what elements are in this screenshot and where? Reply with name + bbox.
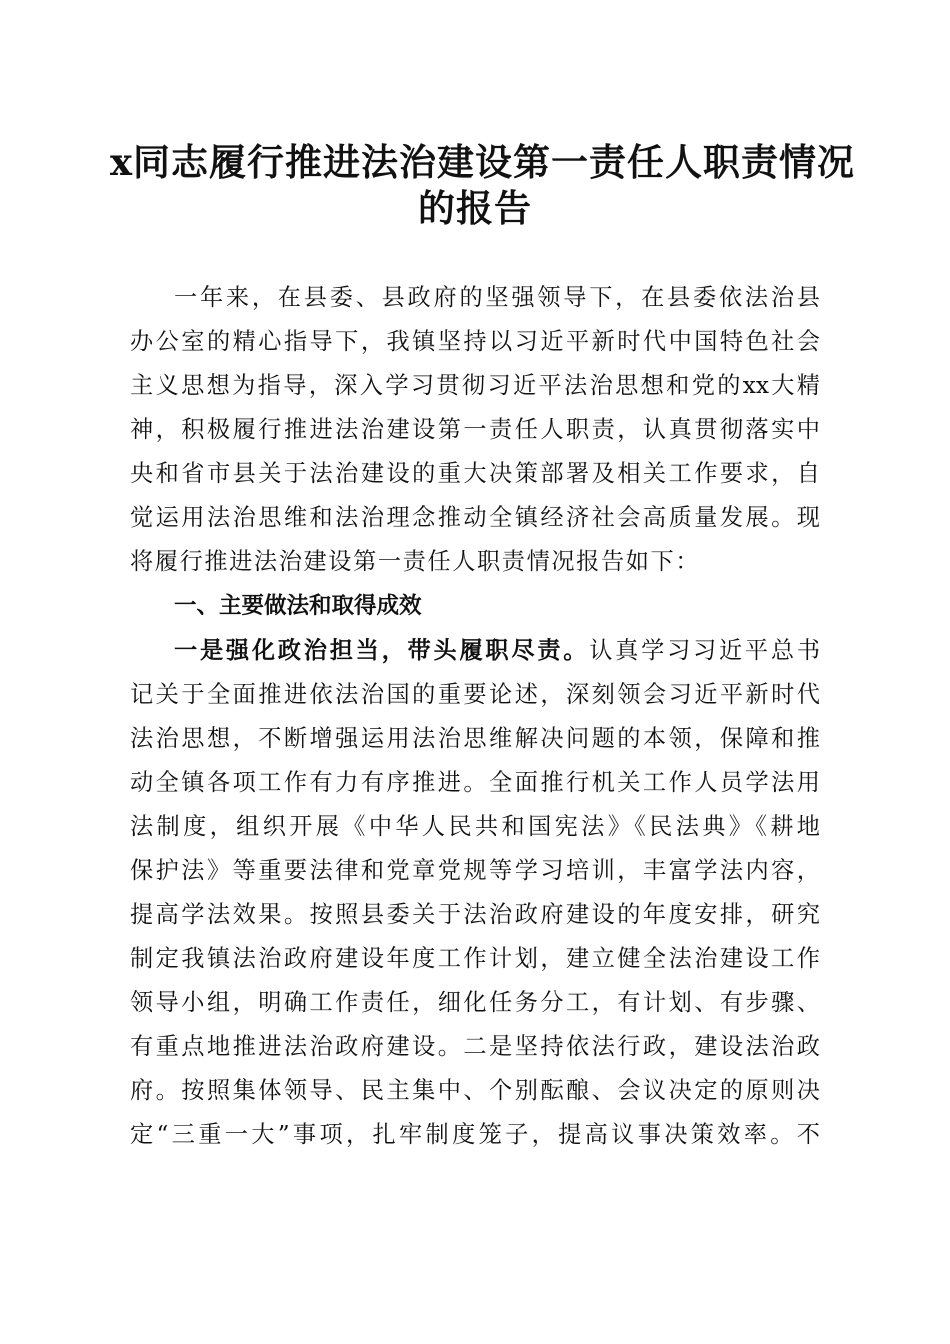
para1-line: 有重点地推进法治政府建设。二是坚持依法行政，建设法治政 [130, 1033, 820, 1060]
para1-first-line-rest: 认真学习习近平总书 [589, 637, 821, 664]
para1-line: 制定我镇法治政府建设年度工作计划，建立健全法治建设工作 [130, 945, 820, 972]
intro-line: 主义思想为指导，深入学习贯彻习近平法治思想和党的xx大精 [130, 372, 820, 399]
intro-line: 办公室的精心指导下，我镇坚持以习近平新时代中国特色社会 [130, 328, 820, 355]
para1-line [174, 629, 820, 673]
intro-line: 觉运用法治思维和法治理念推动全镇经济社会高质量发展。现 [130, 504, 820, 531]
intro-line: 将履行推进法治建设第一责任人职责情况报告如下： [130, 548, 701, 575]
document-title-line-1: x同志履行推进法治建设第一责任人职责情况 [110, 140, 856, 184]
para1-line: 法制度，组织开展《中华人民共和国宪法》《民法典》《耕地 [130, 813, 820, 840]
para1-line: 领导小组，明确工作责任，细化任务分工，有计划、有步骤、 [130, 989, 820, 1016]
intro-line: 一年来，在县委、县政府的坚强领导下，在县委依法治县 [174, 284, 820, 311]
intro-line: 央和省市县关于法治建设的重大决策部署及相关工作要求，自 [130, 460, 820, 487]
intro-line: 神，积极履行推进法治建设第一责任人职责，认真贯彻落实中 [130, 416, 820, 443]
para1-line: 记关于全面推进依法治国的重要论述，深刻领会习近平新时代 [130, 681, 820, 708]
para1-line: 动全镇各项工作有力有序推进。全面推行机关工作人员学法用 [130, 769, 820, 796]
para1-line: 法治思想，不断增强运用法治思维解决问题的本领，保障和推 [130, 725, 820, 752]
para1-line: 保护法》等重要法律和党章党规等学习培训，丰富学法内容， [130, 857, 820, 884]
document-title-line-2: 的报告 [418, 186, 532, 230]
para1-line: 府。按照集体领导、民主集中、个别酝酿、会议决定的原则决 [130, 1077, 820, 1104]
para1-line: 定“三重一大”事项，扎牢制度笼子，提高议事决策效率。不 [130, 1121, 820, 1148]
section-heading: 一、主要做法和取得成效 [174, 593, 422, 619]
para1-line: 提高学法效果。按照县委关于法治政府建设的年度安排，研究 [130, 901, 820, 928]
para1-lead-sentence: 一是强化政治担当，带头履职尽责。 [174, 637, 590, 664]
